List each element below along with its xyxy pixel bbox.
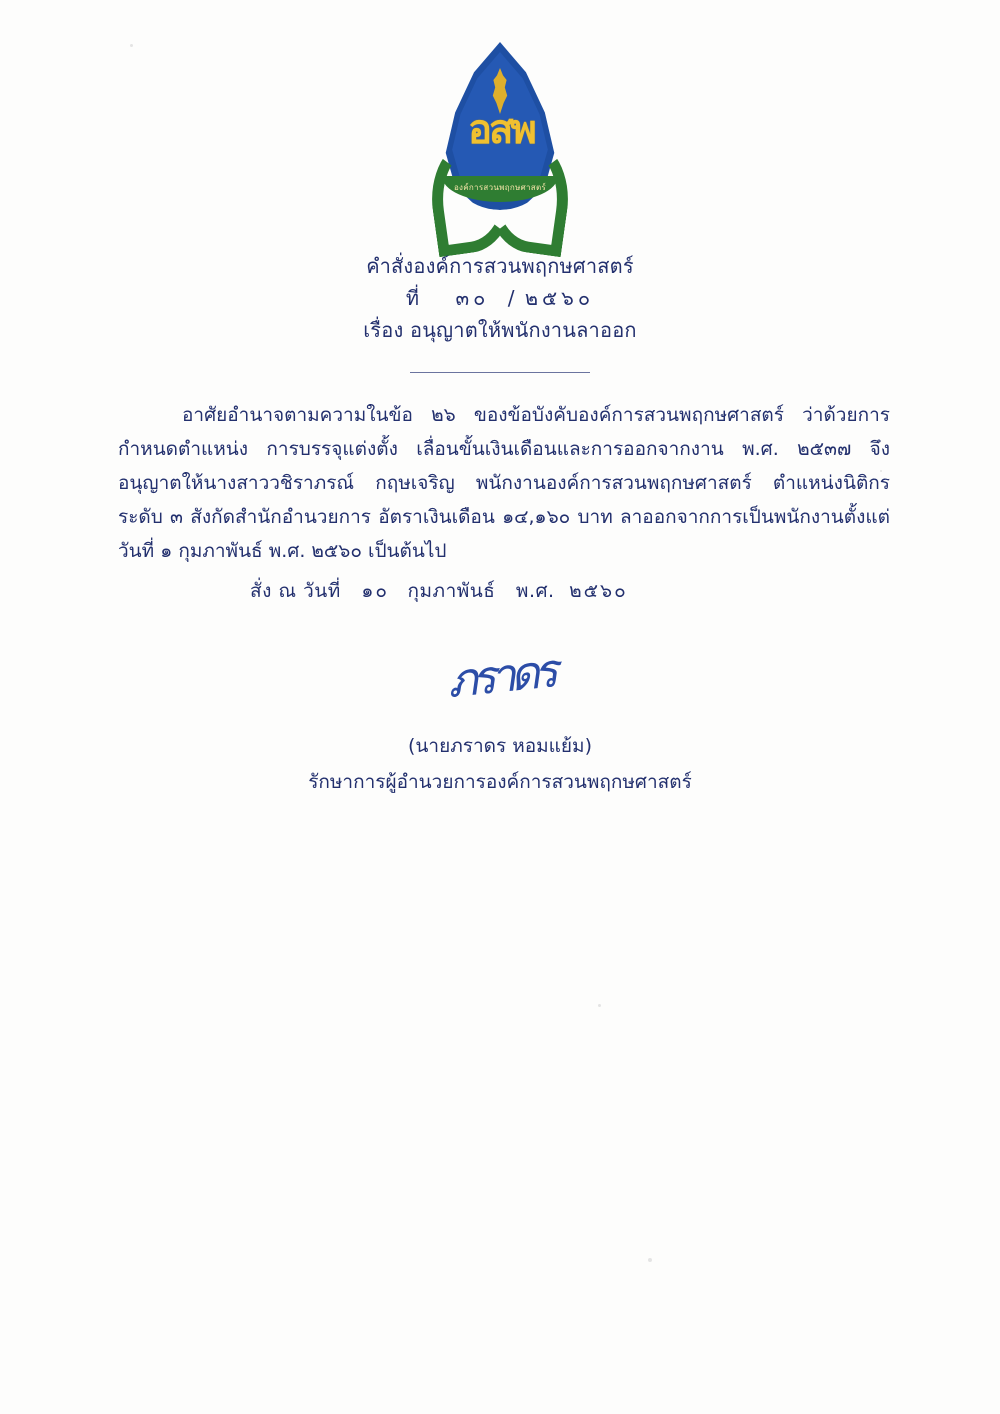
organization-emblem [0,46,1000,241]
signer-title: รักษาการผู้อำนวยการองค์การสวนพฤกษศาสตร์ [308,771,692,793]
signature-block [0,640,1000,797]
order-date-year-prefix: พ.ศ. [515,580,555,602]
body-paragraph-text: อาศัยอำนาจตามความในข้อ ๒๖ ของข้อบังคับองค์การสวนพฤกษศาสตร์ ว่าด้วยการกำหนดตำแหน่ง การบรรจุแต่งตั้ง เลื่อนขั้นเงินเดือนและการออกจากงาน พ.ศ. ๒๕๓๗ จึงอนุญาตให้นางสาววชิราภรณ์ กฤษเจริญ พนักงานองค์การสวนพฤกษศาสตร์ ตำแหน่งนิติกร ระดับ ๓ สังกัดสำนักอำนวยการ อัตราเงินเดือน ๑๔,๑๖๐ บาท ลาออกจากการเป็นพนักงานตั้งแต่วันที่ ๑ กุมภาพันธ์ พ.ศ. ๒๕๖๐ เป็นต้นไป [118,404,890,562]
scan-speck [648,1258,652,1262]
order-date-line [250,576,628,606]
handwritten-signature: ภราดร [444,643,556,709]
order-date-month: กุมภาพันธ์ [407,580,496,602]
scan-speck [598,1004,601,1007]
order-number: ๓๐ [455,286,490,310]
body-paragraph [118,398,890,568]
document-heading [0,250,1000,346]
document-subject: เรื่อง อนุญาตให้พนักงานลาออก [363,318,637,342]
emblem-monogram: อสพ [468,106,534,153]
number-separator: / [507,286,517,310]
order-year: ๒๕๖๐ [524,286,595,310]
order-date-prefix: สั่ง ณ วันที่ [250,580,341,602]
number-prefix: ที่ [405,286,422,310]
emblem-ribbon-text: องค์การสวนพฤกษศาสตร์ [453,183,547,192]
document-title: คำสั่งองค์การสวนพฤกษศาสตร์ [366,254,634,278]
order-date-day: ๑๐ [361,580,389,602]
document-number-line [0,282,1000,314]
heading-divider [410,372,590,373]
signer-name: (นายภราดร หอมแย้ม) [408,735,592,757]
order-date-year: ๒๕๖๐ [569,580,628,602]
document-body [118,398,890,568]
